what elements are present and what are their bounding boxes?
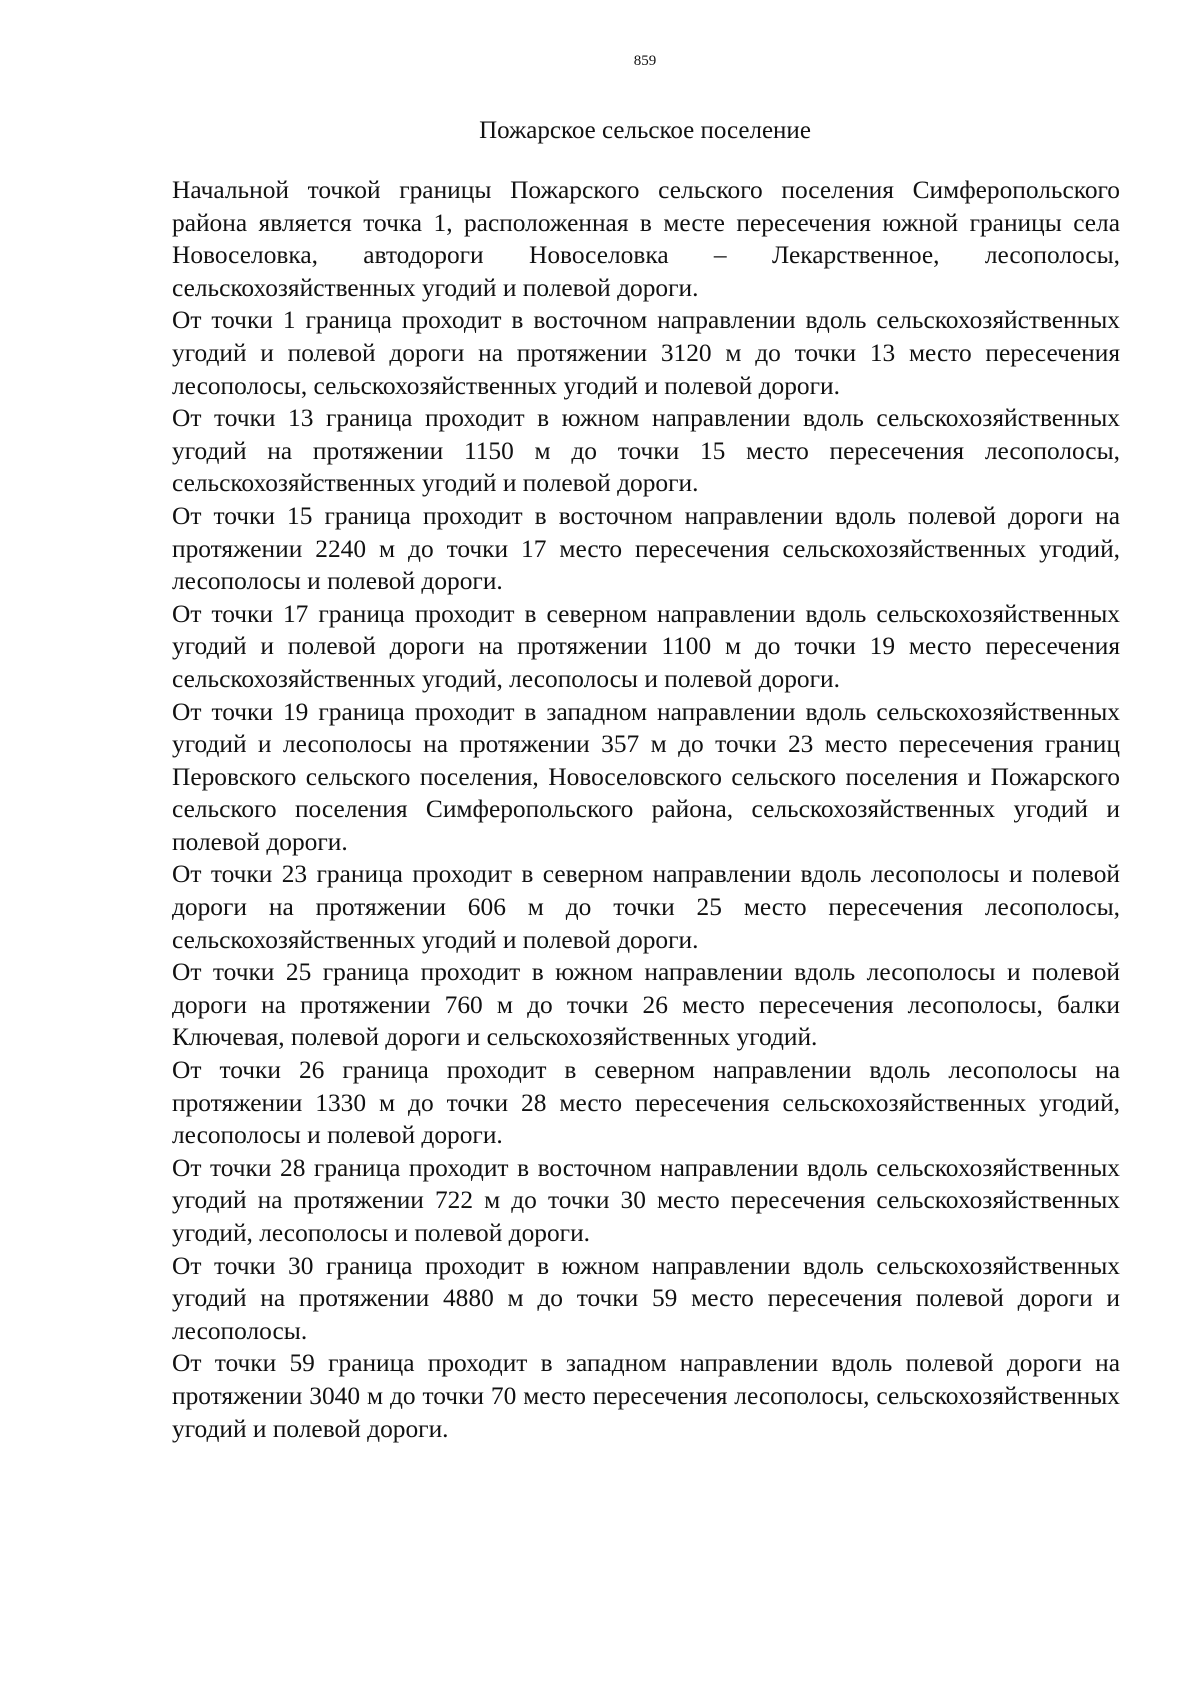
paragraph-point-17: От точки 17 граница проходит в северном направлении вдоль сельскохозяйственных угодий и полевой дороги на протяжении 1100 м до точки 19 место пересечения сельскохозяйственных угодий, лесополосы и полевой дороги. [172,599,1120,693]
paragraph-point-19: От точки 19 граница проходит в западном направлении вдоль сельскохозяйственных угодий и лесополосы на протяжении 357 м до точки 23 место пересечения границ Перовского сельского поселения, Новоселовского сельского поселения и Пожарского сельского поселения Симферопольского района, сельскохозяйственных угодий и полевой дороги. [172,697,1120,856]
paragraph-point-28: От точки 28 граница проходит в восточном направлении вдоль сельскохозяйственных угодий на протяжении 722 м до точки 30 место пересечения сельскохозяйственных угодий, лесополосы и полевой дороги. [172,1153,1120,1247]
page-number: 859 [633,53,657,69]
paragraph-point-13: От точки 13 граница проходит в южном направлении вдоль сельскохозяйственных угодий на протяжении 1150 м до точки 15 место пересечения лесополосы, сельскохозяйственных угодий и полевой дороги. [172,404,1120,498]
document-body [172,174,1120,1445]
paragraph-point-25: От точки 25 граница проходит в южном направлении вдоль лесополосы и полевой дороги на протяжении 760 м до точки 26 место пересечения лесополосы, балки Ключевая, полевой дороги и сельскохозяйственных угодий. [172,958,1120,1052]
paragraph-point-1: От точки 1 граница проходит в восточном направлении вдоль сельскохозяйственных угодий и полевой дороги на протяжении 3120 м до точки 13 место пересечения лесополосы, сельскохозяйственных угодий и полевой дороги. [172,306,1120,400]
paragraph-point-59: От точки 59 граница проходит в западном направлении вдоль полевой дороги на протяжении 3040 м до точки 70 место пересечения лесополосы, сельскохозяйственных угодий и полевой дороги. [172,1349,1120,1443]
paragraph-point-15: От точки 15 граница проходит в восточном направлении вдоль полевой дороги на протяжении 2240 м до точки 17 место пересечения сельскохозяйственных угодий, лесополосы и полевой дороги. [172,501,1120,596]
paragraph-point-23: От точки 23 граница проходит в северном направлении вдоль лесополосы и полевой дороги на протяжении 606 м до точки 25 место пересечения лесополосы, сельскохозяйственных угодий и полевой дороги. [172,860,1120,954]
paragraph-point-26: От точки 26 граница проходит в северном направлении вдоль лесополосы на протяжении 1330 м до точки 28 место пересечения сельскохозяйственных угодий, лесополосы и полевой дороги. [172,1056,1120,1150]
paragraph-start-point: Начальной точкой границы Пожарского сельского поселения Симферопольского района является точка 1, расположенная в месте пересечения южной границы села Новоселовка, автодороги Новоселовка – Лекарственное, лесополосы, сельскохозяйственных угодий и полевой дороги. [172,176,1120,302]
paragraph-point-30: От точки 30 граница проходит в южном направлении вдоль сельскохозяйственных угодий на протяжении 4880 м до точки 59 место пересечения полевой дороги и лесополосы. [172,1251,1120,1345]
page-title: Пожарское сельское поселение [479,117,811,144]
